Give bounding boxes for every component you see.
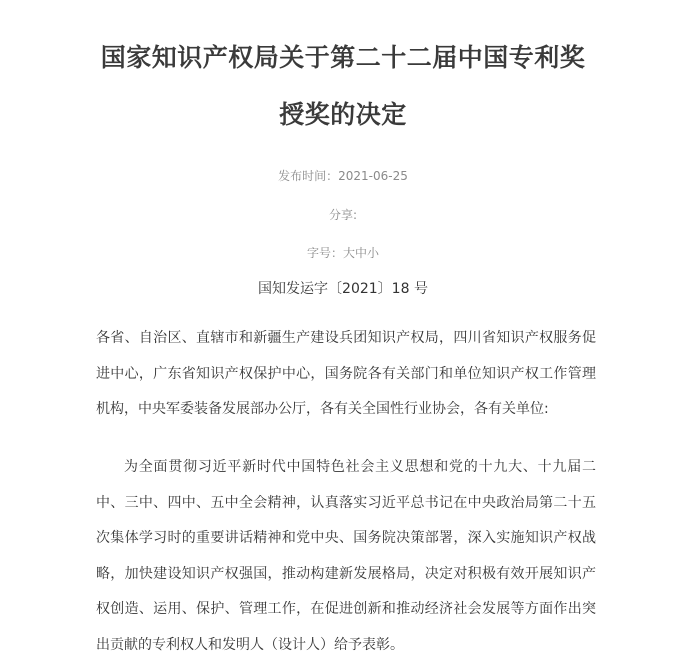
share-label[interactable]: 分享: bbox=[328, 208, 358, 222]
document-title-line-1: 国家知识产权局关于第二十二届中国专利奖 bbox=[100, 43, 586, 72]
font-size-label: 字号： bbox=[306, 246, 343, 260]
addressee-paragraph: 各省、自治区、直辖市和新疆生产建设兵团知识产权局，四川省知识产权服务促进中心，广东省知识产权保护中心，国务院各有关部门和单位知识产权工作管理机构，中央军委装备发展部办公厅，各有关全国性行业协会，各有关单位: bbox=[96, 330, 596, 417]
document-title-line-2: 授奖的决定 bbox=[279, 100, 407, 129]
document-number: 国知发运字〔2021〕18 号 bbox=[258, 281, 428, 297]
font-size-medium[interactable]: 中 bbox=[355, 246, 368, 260]
font-size-selector bbox=[0, 244, 686, 261]
body-paragraph-1: 为全面贯彻习近平新时代中国特色社会主义思想和党的十九大、十九届二中、三中、四中、五中全会精神，认真落实习近平总书记在中央政治局第二十五次集体学习时的重要讲话精神和党中央、国务院决策部署，深入实施知识产权战略，加快建设知识产权强国，推动构建新发展格局，决定对积极有效开展知识产权创造、运用、保护、管理工作，在促进创新和推动经济社会发展等方面作出突出贡献的专利权人和发明人（设计人）给予表彰。 bbox=[96, 459, 596, 653]
font-size-large[interactable]: 大 bbox=[342, 246, 355, 260]
font-size-small[interactable]: 小 bbox=[367, 246, 380, 260]
publish-time: 发布时间：2021-06-25 bbox=[278, 169, 408, 183]
